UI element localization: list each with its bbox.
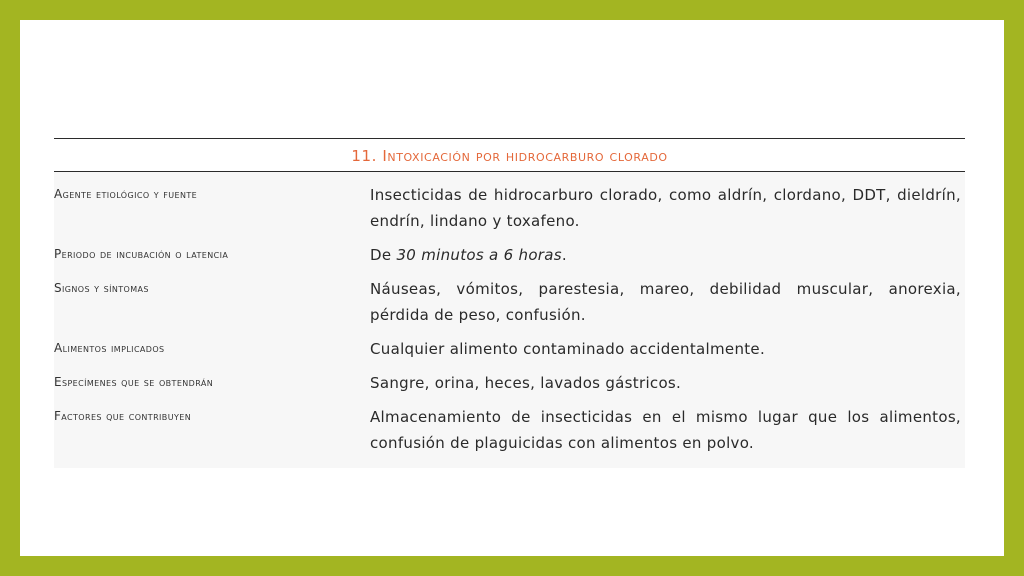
row-value [370, 242, 965, 268]
row-signos [54, 276, 965, 328]
row-value: Almacenamiento de insecticidas en el mismo lugar que los alimentos, confusión de plaguicidas con alimentos en polvo. [370, 408, 961, 452]
document-table [54, 138, 965, 468]
slide [20, 20, 1004, 556]
row-value: Sangre, orina, heces, lavados gástricos. [370, 374, 682, 392]
row-label: Agente etiológico y fuente [54, 187, 198, 201]
row-value: Náuseas, vómitos, parestesia, mareo, debilidad muscular, anorexia, pérdida de peso, confusión. [370, 280, 961, 324]
row-factores [54, 404, 965, 456]
row-especimenes [54, 370, 965, 396]
row-alimentos [54, 336, 965, 362]
row-label: Alimentos implicados [54, 341, 165, 355]
value-prefix: De [370, 246, 397, 264]
row-periodo [54, 242, 965, 268]
row-value: Cualquier alimento contaminado accidentalmente. [370, 340, 766, 358]
row-label: Factores que contribuyen [54, 409, 192, 423]
row-label: Signos y síntomas [54, 281, 149, 295]
value-suffix: . [561, 246, 567, 264]
row-value: Insecticidas de hidrocarburo clorado, como aldrín, clordano, DDT, dieldrín, endrín, lindano y toxafeno. [370, 186, 961, 230]
row-label: Periodo de incubación o latencia [54, 247, 229, 261]
table-title: 11. Intoxicación por hidrocarburo clorado [351, 147, 668, 165]
row-label: Especímenes que se obtendrán [54, 375, 214, 389]
value-italic: 30 minutos a 6 horas [396, 246, 562, 264]
row-agente [54, 182, 965, 234]
table-body [54, 172, 965, 468]
